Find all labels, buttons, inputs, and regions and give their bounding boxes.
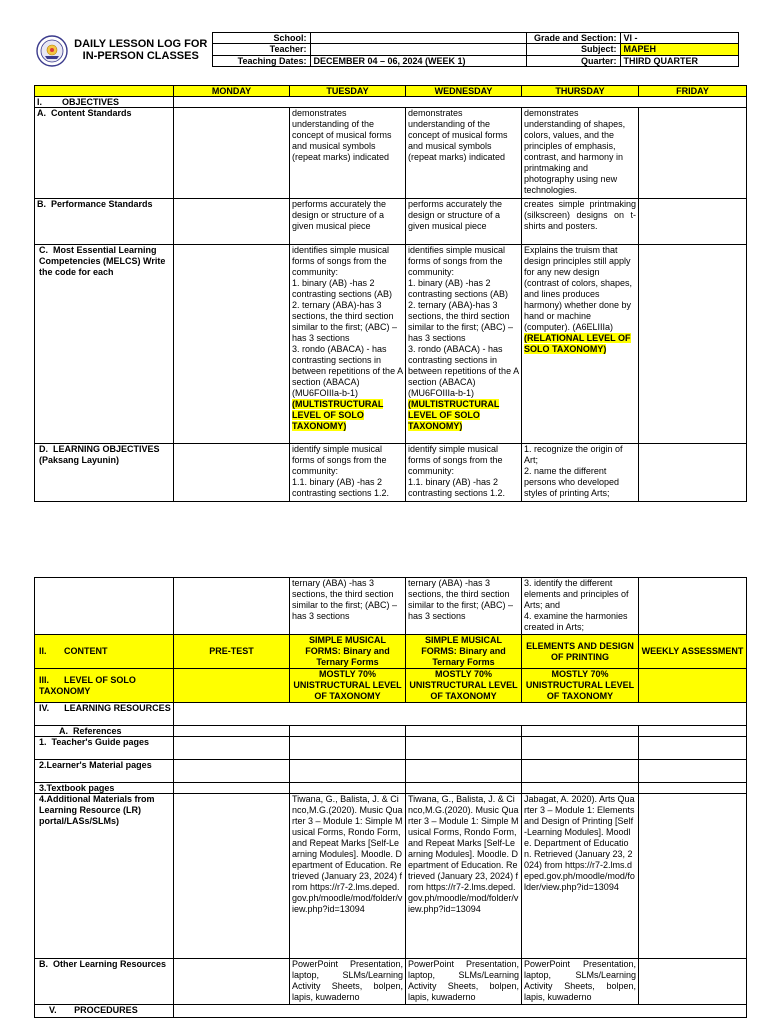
other-resources-fri[interactable] [639, 959, 747, 1005]
other-resources-row [35, 959, 747, 1005]
learning-objectives-row [35, 444, 747, 502]
learning-objectives-cont-thu[interactable]: 3. identify the different elements and principles of Arts; and 4. examine the harmonies created in Arts; [522, 578, 639, 635]
solo-level-thu[interactable]: MOSTLY 70% UNISTRUCTURAL LEVEL OF TAXONOMY [522, 669, 639, 703]
lesson-log-table-page1 [34, 85, 747, 502]
content-mon[interactable]: PRE-TEST [174, 635, 290, 669]
teachers-guide-row [35, 737, 747, 760]
learners-material-row [35, 760, 747, 783]
melcs-label: C. Most Essential Learning Competencies (MELCS) Write the code for each [35, 245, 174, 444]
additional-materials-tue[interactable]: Tiwana, G., Balista, J. & Cinco,M.G.(2020). Music Quarter 3 – Module 1: Simple Musical Forms, Rondo Form, and Repeat Marks [Self-Learning Modules]. Moodle. Department of Education. Retrieved (January 23, 2024) from https://r7-2.lms.deped.gov.ph/moodle/mod/folder/view.php?id=13094 [290, 794, 406, 959]
melcs-tue-text: identifies simple musical forms of songs from the community: 1. binary (AB) -has 2 contrasting sections (AB) 2. ternary (ABA)-has 3 sections, the third section similar to the first; (ABC) – has 3 sections 3. rondo (ABACA) - has contrasting sections in between repetitions of the A section (ABACA) (MU6FOIIIa-b-1) [292, 245, 403, 398]
content-standards-tue[interactable]: demonstrates understanding of the concept of musical forms and musical symbols (repeat marks) indicated [290, 108, 406, 199]
other-resources-wed[interactable]: PowerPoint Presentation, laptop, SLMs/Learning Activity Sheets, bolpen, lapis, kuwaderno [406, 959, 522, 1005]
content-wed[interactable]: SIMPLE MUSICAL FORMS: Binary and Ternary Forms [406, 635, 522, 669]
learning-resources-row [35, 703, 747, 726]
textbook-fri[interactable] [639, 783, 747, 794]
learning-objectives-cont-label [35, 578, 174, 635]
teacher-value[interactable] [310, 44, 526, 55]
textbook-thu[interactable] [522, 783, 639, 794]
teachers-guide-fri[interactable] [639, 737, 747, 760]
school-value[interactable] [310, 33, 526, 44]
textbook-wed[interactable] [406, 783, 522, 794]
procedures-row [35, 1005, 747, 1018]
performance-standards-mon[interactable] [174, 199, 290, 245]
objectives-row [35, 97, 747, 108]
learning-resources-span [174, 703, 747, 726]
learning-objectives-label: D. LEARNING OBJECTIVES (Paksang Layunin) [35, 444, 174, 502]
learners-material-mon[interactable] [174, 760, 290, 783]
references-label: A. References [35, 726, 174, 737]
header-table [34, 32, 739, 67]
melcs-thu-text: Explains the truism that design principles still apply for any new design (contrast of colors, shapes, and lines produces harmony) whether done by hand or machine (computer). (A6ELIIIa) [524, 245, 635, 332]
learning-objectives-cont-fri[interactable] [639, 578, 747, 635]
performance-standards-label: B. Performance Standards [35, 199, 174, 245]
content-standards-row [35, 108, 747, 199]
other-resources-thu[interactable]: PowerPoint Presentation, laptop, SLMs/Learning Activity Sheets, bolpen, lapis, kuwaderno [522, 959, 639, 1005]
other-resources-label: B. Other Learning Resources [35, 959, 174, 1005]
melcs-row [35, 245, 747, 444]
performance-standards-fri[interactable] [639, 199, 747, 245]
references-wed[interactable] [406, 726, 522, 737]
additional-materials-fri[interactable] [639, 794, 747, 959]
references-tue[interactable] [290, 726, 406, 737]
learning-objectives-cont-mon[interactable] [174, 578, 290, 635]
deped-seal-icon [36, 35, 68, 67]
solo-level-wed[interactable]: MOSTLY 70% UNISTRUCTURAL LEVEL OF TAXONOMY [406, 669, 522, 703]
day-monday: MONDAY [174, 86, 290, 97]
log-title-line1: DAILY LESSON LOG FOR [74, 37, 208, 50]
learning-resources-heading: IV. LEARNING RESOURCES [35, 703, 174, 726]
performance-standards-thu[interactable]: creates simple printmaking (silkscreen) designs on t-shirts and posters. [522, 199, 639, 245]
solo-level-fri[interactable] [639, 669, 747, 703]
solo-level-mon[interactable] [174, 669, 290, 703]
melcs-tue[interactable] [290, 245, 406, 444]
teachers-guide-thu[interactable] [522, 737, 639, 760]
day-thursday: THURSDAY [522, 86, 639, 97]
additional-materials-mon[interactable] [174, 794, 290, 959]
solo-level-row [35, 669, 747, 703]
grade-label: Grade and Section: [526, 33, 620, 44]
melcs-wed-solo: (MULTISTRUCTURAL LEVEL OF SOLO TAXONOMY) [408, 399, 500, 431]
dates-value[interactable]: DECEMBER 04 – 06, 2024 (WEEK 1) [310, 55, 526, 66]
textbook-label: 3.Textbook pages [35, 783, 174, 794]
content-fri[interactable]: WEEKLY ASSESSMENT [639, 635, 747, 669]
performance-standards-tue[interactable]: performs accurately the design or structure of a given musical piece [290, 199, 406, 245]
references-fri[interactable] [639, 726, 747, 737]
learners-material-thu[interactable] [522, 760, 639, 783]
solo-level-label: III. LEVEL OF SOLO TAXONOMY [35, 669, 174, 703]
day-wednesday: WEDNESDAY [406, 86, 522, 97]
melcs-wed[interactable] [406, 245, 522, 444]
melcs-thu[interactable] [522, 245, 639, 444]
additional-materials-wed[interactable]: Tiwana, G., Balista, J. & Cinco,M.G.(2020). Music Quarter 3 – Module 1: Simple Musical Forms, Rondo Form, and Repeat Marks [Self-Learning Modules]. Moodle. Department of Education. Retrieved (January 23, 2024) from https://r7-2.lms.deped.gov.ph/moodle/mod/folder/view.php?id=13094 [406, 794, 522, 959]
learning-objectives-mon[interactable] [174, 444, 290, 502]
content-standards-fri[interactable] [639, 108, 747, 199]
melcs-thu-solo: (RELATIONAL LEVEL OF SOLO TAXONOMY) [524, 333, 631, 354]
dates-label: Teaching Dates: [212, 55, 310, 66]
day-tuesday: TUESDAY [290, 86, 406, 97]
days-header-blank [35, 86, 174, 97]
learners-material-fri[interactable] [639, 760, 747, 783]
melcs-wed-text: identifies simple musical forms of songs from the community: 1. binary (AB) -has 2 contrasting sections (AB) 2. ternary (ABA)-has 3 sections, the third section similar to the first; (ABC) – has 3 sections 3. rondo (ABACA) - has contrasting sections in between repetitions of the A section (ABACA) (MU6FOIIIa-b-1) [408, 245, 519, 398]
content-thu[interactable]: ELEMENTS AND DESIGN OF PRINTING [522, 635, 639, 669]
textbook-tue[interactable] [290, 783, 406, 794]
procedures-span [174, 1005, 747, 1018]
subject-value[interactable]: MAPEH [620, 44, 738, 55]
content-row [35, 635, 747, 669]
additional-materials-label: 4.Additional Materials from Learning Resource (LR) portal/LASs/SLMs) [35, 794, 174, 959]
objectives-heading: I. OBJECTIVES [35, 97, 174, 108]
log-title [70, 33, 212, 67]
learners-material-label: 2.Learner's Material pages [35, 760, 174, 783]
learners-material-wed[interactable] [406, 760, 522, 783]
other-resources-mon[interactable] [174, 959, 290, 1005]
textbook-mon[interactable] [174, 783, 290, 794]
learning-objectives-wed[interactable]: identify simple musical forms of songs from the community: 1.1. binary (AB) -has 2 contrasting sections 1.2. [406, 444, 522, 502]
content-standards-label: A. Content Standards [35, 108, 174, 199]
learning-objectives-tue[interactable]: identify simple musical forms of songs from the community: 1.1. binary (AB) -has 2 contrasting sections 1.2. [290, 444, 406, 502]
learning-objectives-cont-wed[interactable]: ternary (ABA) -has 3 sections, the third section similar to the first; (ABC) – has 3 sections [406, 578, 522, 635]
day-friday: FRIDAY [639, 86, 747, 97]
references-thu[interactable] [522, 726, 639, 737]
content-tue[interactable]: SIMPLE MUSICAL FORMS: Binary and Ternary Forms [290, 635, 406, 669]
subject-label: Subject: [526, 44, 620, 55]
melcs-mon[interactable] [174, 245, 290, 444]
references-mon[interactable] [174, 726, 290, 737]
melcs-fri[interactable] [639, 245, 747, 444]
melcs-tue-solo: (MULTISTRUCTURAL LEVEL OF SOLO TAXONOMY) [292, 399, 384, 431]
references-row [35, 726, 747, 737]
school-label: School: [212, 33, 310, 44]
lesson-log-table-page2 [34, 577, 747, 1018]
teachers-guide-mon[interactable] [174, 737, 290, 760]
additional-materials-thu[interactable]: Jabagat, A. 2020). Arts Quarter 3 – Module 1: Elements and Design of Printing [Self-Learning Modules]. Moodle. Department of Education. Retrieved (January 23, 2024) from https://r7-2.lms.deped.gov.ph/moodle/mod/folder/view.php?id=13094 [522, 794, 639, 959]
learning-objectives-cont-row [35, 578, 747, 635]
teachers-guide-tue[interactable] [290, 737, 406, 760]
content-standards-mon[interactable] [174, 108, 290, 199]
learning-objectives-thu[interactable]: 1. recognize the origin of Art; 2. name the different persons who developed styles of printing Arts; [522, 444, 639, 502]
days-header-row [35, 86, 747, 97]
textbook-row [35, 783, 747, 794]
performance-standards-wed[interactable]: performs accurately the design or structure of a given musical piece [406, 199, 522, 245]
performance-standards-row [35, 199, 747, 245]
solo-level-tue[interactable]: MOSTLY 70% UNISTRUCTURAL LEVEL OF TAXONOMY [290, 669, 406, 703]
content-standards-thu[interactable]: demonstrates understanding of shapes, colors, values, and the principles of emphasis, contrast, and harmony in printmaking and photography using new technologies. [522, 108, 639, 199]
quarter-value[interactable]: THIRD QUARTER [620, 55, 738, 66]
teachers-guide-wed[interactable] [406, 737, 522, 760]
log-title-line2: IN-PERSON CLASSES [82, 49, 199, 62]
learning-objectives-fri[interactable] [639, 444, 747, 502]
additional-materials-row [35, 794, 747, 959]
content-label: II. CONTENT [35, 635, 174, 669]
teachers-guide-label: 1. Teacher's Guide pages [35, 737, 174, 760]
teacher-label: Teacher: [212, 44, 310, 55]
objectives-span [174, 97, 747, 108]
content-standards-wed[interactable]: demonstrates understanding of the concept of musical forms and musical symbols (repeat marks) indicated [406, 108, 522, 199]
other-resources-tue[interactable]: PowerPoint Presentation, laptop, SLMs/Learning Activity Sheets, bolpen, lapis, kuwaderno [290, 959, 406, 1005]
quarter-label: Quarter: [526, 55, 620, 66]
procedures-heading: V. PROCEDURES [35, 1005, 174, 1018]
learners-material-tue[interactable] [290, 760, 406, 783]
learning-objectives-cont-tue[interactable]: ternary (ABA) -has 3 sections, the third section similar to the first; (ABC) – has 3 sections [290, 578, 406, 635]
deped-seal-cell [34, 33, 70, 67]
grade-value[interactable]: VI - [620, 33, 738, 44]
